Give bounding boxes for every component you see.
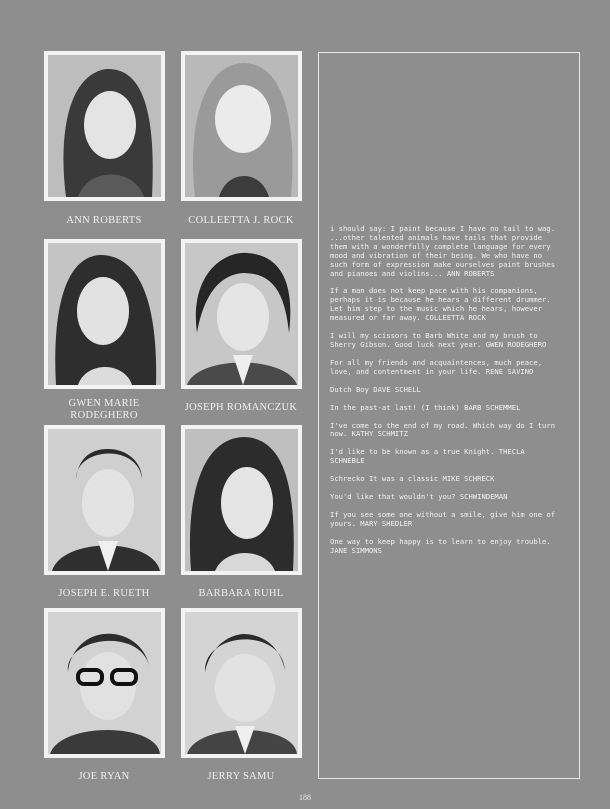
student-name: JERRY SAMU <box>207 771 275 782</box>
quote: Dutch Boy DAVE SCHELL <box>330 384 421 394</box>
portrait-image <box>185 243 298 385</box>
portrait-photo <box>181 51 302 201</box>
portrait-photo <box>44 425 165 575</box>
student-name: JOSEPH E. RUETH <box>58 588 150 599</box>
student-name: COLLEETTA J. ROCK <box>188 215 294 226</box>
portrait-image <box>185 55 298 197</box>
student-name: JOSEPH ROMANCZUK <box>184 402 298 413</box>
quote: In the past-at last! (I think) BARB SCHEMMEL <box>330 402 521 412</box>
portrait-image <box>48 612 161 754</box>
portrait-image <box>48 55 161 197</box>
quote: You'd like that wouldn't you? SCHWINDEMAN <box>330 492 508 502</box>
student-name: GWEN MARIE RODEGHERO <box>68 398 140 421</box>
quote: If a man does not keep pace with his companions, perhaps it is because he hears a different drummer. Let him step to the music which he hears, however measured or far away. COLLEETTA ROCK <box>330 286 551 323</box>
quote: I've come to the end of my road. Which way do I turn now. KATHY SCHMITZ <box>330 420 556 439</box>
quote: For all my friends and acquaintences, much peace, love, and contentment in your life. RENE SAVINO <box>330 357 543 376</box>
quote: i should say: I paint because I have no tail to wag. ...other talented animals have tails that provide them with a wonderfully complete language for every mood and vibration of their being. We who have no such form of expression make ourselves paint brushes and pianoes and violins... ANN ROBERTS <box>330 224 556 278</box>
portrait-photo <box>181 608 302 758</box>
student-name: JOE RYAN <box>78 771 130 782</box>
student-name: BARBARA RUHL <box>198 588 284 599</box>
quote: I will my scissors to Barb White and my brush to Sherry Gibson. Good luck next year. GWEN RODEGHERO <box>330 331 547 349</box>
portrait-photo <box>181 425 302 575</box>
senior-quotes <box>330 225 560 565</box>
portrait-photo <box>44 51 165 201</box>
portrait-image <box>185 429 298 571</box>
portrait-photo <box>44 608 165 758</box>
student-name: ANN ROBERTS <box>66 215 142 226</box>
quote: One way to keep happy is to learn to enjoy trouble. JANE SIMMONS <box>330 536 551 555</box>
quote: If you see some one without a smile, give him one of yours. MARY SHEDLER <box>330 509 556 528</box>
portrait-image <box>48 243 161 385</box>
portrait-image <box>48 429 161 571</box>
quote: Schrecko It was a classic MIKE SCHRECK <box>330 474 495 484</box>
portrait-photo <box>44 239 165 389</box>
page-number: 188 <box>299 793 311 802</box>
quote: I'd like to be known as a true Knight. THECLA SCHNEBLE <box>330 447 525 466</box>
portrait-image <box>185 612 298 754</box>
portrait-photo <box>181 239 302 389</box>
